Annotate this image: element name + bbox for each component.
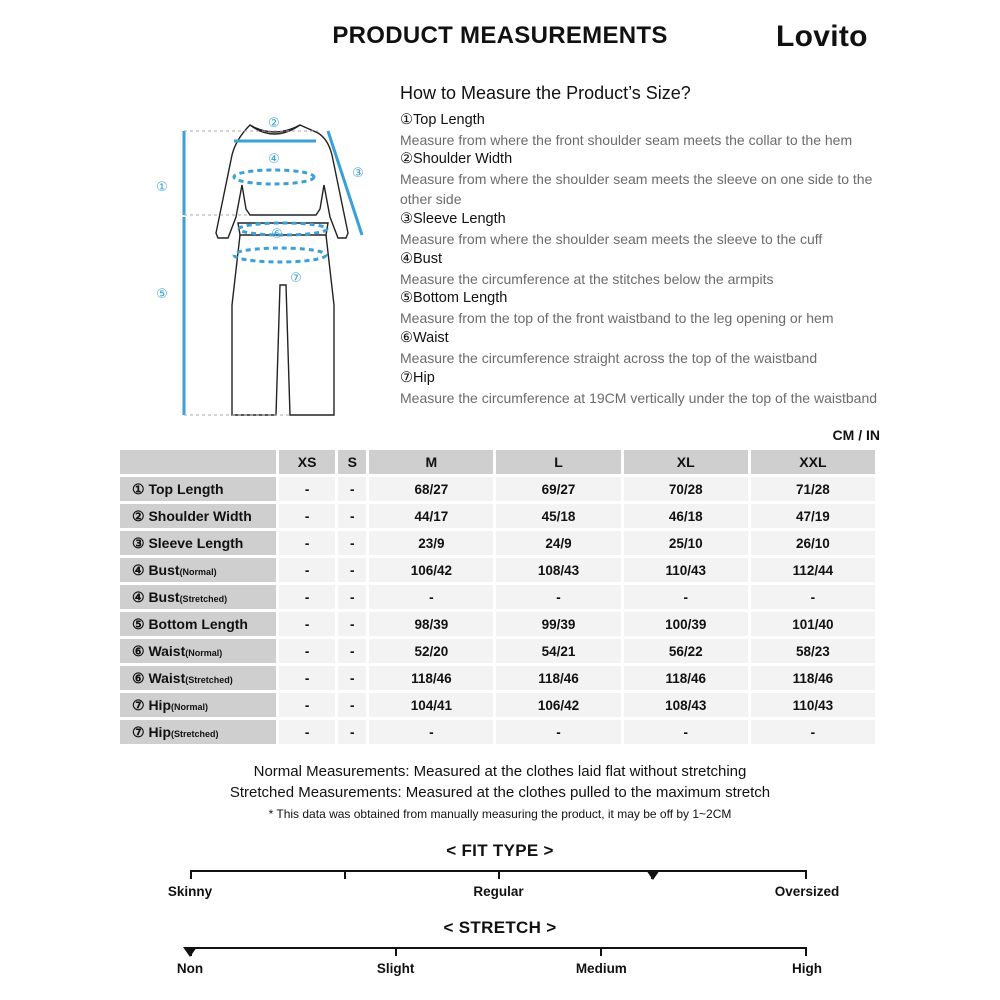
table-cell: 46/18 [624, 504, 748, 528]
scale-tick [498, 870, 500, 879]
stretch-scale [176, 947, 822, 987]
table-row [120, 504, 875, 528]
row-label-text: ⑥ Waist [132, 669, 186, 686]
fit-type-title: < FIT TYPE > [446, 841, 554, 860]
table-cell: - [338, 504, 366, 528]
scale-tick [805, 870, 807, 879]
stretch-title: < STRETCH > [443, 918, 557, 937]
guide-item [400, 250, 880, 289]
scale-tick [395, 947, 397, 956]
table-cell: 108/43 [496, 558, 620, 582]
table-cell: - [369, 585, 493, 609]
guide-item [400, 150, 880, 209]
row-label [120, 477, 276, 501]
scale-tick [344, 870, 346, 879]
row-label-qualifier: (Normal) [171, 701, 209, 712]
normal-note: Normal Measurements: Measured at the clothes laid flat without stretching [253, 763, 747, 780]
table-cell: - [751, 720, 875, 744]
guide-item-desc: Measure the circumference at 19CM vertically under the top of the waistband [400, 390, 878, 406]
table-cell: 98/39 [369, 612, 493, 636]
table-cell: 54/21 [496, 639, 620, 663]
scale-line [190, 947, 807, 949]
table-cell: 69/27 [496, 477, 620, 501]
table-row [120, 531, 875, 555]
table-cell: 47/19 [751, 504, 875, 528]
table-row [120, 585, 875, 609]
row-label-text: ② Shoulder Width [132, 507, 252, 524]
table-cell: - [338, 693, 366, 717]
size-header: L [496, 450, 620, 474]
table-cell: - [369, 720, 493, 744]
scale-label: Skinny [167, 884, 213, 899]
table-cell: 71/28 [751, 477, 875, 501]
marker-1: ① [156, 180, 168, 195]
table-cell: - [279, 531, 335, 555]
scale-label: Slight [376, 961, 415, 976]
table-cell: 24/9 [496, 531, 620, 555]
table-cell: - [279, 558, 335, 582]
bust-ellipse [234, 170, 314, 184]
table-row [120, 666, 875, 690]
table-cell: 101/40 [751, 612, 875, 636]
guide-item [400, 329, 880, 368]
table-cell: 110/43 [624, 558, 748, 582]
fit-type-scale [167, 870, 840, 910]
size-header: XL [624, 450, 748, 474]
guide-item [400, 369, 880, 408]
table-cell: - [624, 585, 748, 609]
row-label [120, 558, 276, 582]
table-cell: - [338, 639, 366, 663]
marker-7: ⑦ [290, 271, 302, 286]
table-cell: - [338, 558, 366, 582]
row-label-text: ① Top Length [132, 480, 224, 497]
table-cell: - [751, 585, 875, 609]
row-label [120, 720, 276, 744]
table-cell: 52/20 [369, 639, 493, 663]
table-cell: 45/18 [496, 504, 620, 528]
row-label-text: ④ Bust [132, 588, 180, 605]
scale-label: Medium [575, 961, 627, 976]
scale-tick [805, 947, 807, 956]
scale-tick [600, 947, 602, 956]
row-label [120, 639, 276, 663]
table-cell: - [338, 612, 366, 636]
guide-title: How to Measure the Product’s Size? [400, 83, 691, 103]
row-label-text: ④ Bust [132, 561, 180, 578]
table-cell: - [279, 693, 335, 717]
marker-6: ⑥ [271, 227, 283, 242]
table-cell: 104/41 [369, 693, 493, 717]
scale-label: Regular [473, 884, 524, 899]
table-cell: 118/46 [624, 666, 748, 690]
table-cell: 118/46 [496, 666, 620, 690]
table-cell: - [624, 720, 748, 744]
row-label [120, 612, 276, 636]
row-label-qualifier: (Normal) [179, 566, 217, 577]
guide-item-desc: Measure from where the front shoulder seam meets the collar to the hem [400, 132, 853, 148]
guide-item [400, 210, 880, 249]
table-cell: - [279, 639, 335, 663]
guide-item [400, 289, 880, 328]
table-cell: 44/17 [369, 504, 493, 528]
marker-3: ③ [352, 166, 364, 181]
guide-item-name: ⑤Bottom Length [400, 290, 508, 306]
table-cell: 58/23 [751, 639, 875, 663]
table-cell: - [338, 531, 366, 555]
table-row [120, 477, 875, 501]
scale-indicator [183, 947, 197, 957]
row-label-qualifier: (Stretched) [171, 728, 219, 739]
size-header: M [369, 450, 493, 474]
table-cell: - [496, 585, 620, 609]
row-label-qualifier: (Stretched) [179, 593, 228, 604]
table-cell: - [279, 720, 335, 744]
table-cell: - [279, 612, 335, 636]
table-row [120, 639, 875, 663]
guide-item-name: ⑦Hip [400, 370, 435, 386]
guide-item [400, 111, 880, 150]
table-cell: - [338, 585, 366, 609]
stretched-note: Stretched Measurements: Measured at the clothes pulled to the maximum stretch [229, 784, 771, 801]
table-cell: - [338, 477, 366, 501]
row-label-text: ⑦ Hip [132, 696, 171, 713]
table-cell: - [496, 720, 620, 744]
table-cell: 26/10 [751, 531, 875, 555]
table-header-row [120, 450, 875, 474]
table-cell: 106/42 [369, 558, 493, 582]
table-cell: 23/9 [369, 531, 493, 555]
table-cell: 70/28 [624, 477, 748, 501]
marker-4: ④ [268, 152, 280, 167]
row-label-text: ⑥ Waist [132, 642, 186, 659]
table-cell: - [279, 666, 335, 690]
table-cell: 99/39 [496, 612, 620, 636]
scale-label: High [792, 961, 822, 976]
waist-ellipse [239, 223, 327, 235]
scale-label: Non [176, 961, 204, 976]
row-label [120, 693, 276, 717]
size-header: S [338, 450, 366, 474]
marker-5: ⑤ [156, 287, 168, 302]
table-cell: - [279, 585, 335, 609]
table-cell: 68/27 [369, 477, 493, 501]
table-row [120, 612, 875, 636]
table-cell: 100/39 [624, 612, 748, 636]
scale-indicator [646, 870, 660, 880]
guide-item-desc: Measure from where the shoulder seam meets the sleeve on one side to the other side [400, 171, 873, 207]
garment-diagram [140, 105, 380, 425]
size-table [117, 447, 878, 747]
unit-label: CM / IN [832, 427, 880, 443]
table-cell: - [279, 504, 335, 528]
jumpsuit-outline [216, 125, 348, 415]
guide-item-desc: Measure from the top of the front waistband to the leg opening or hem [400, 310, 834, 326]
guide-item-name: ②Shoulder Width [400, 151, 513, 167]
table-row [120, 558, 875, 582]
size-header: XXL [751, 450, 875, 474]
brand-logo: Lovito [776, 20, 868, 53]
row-label-qualifier: (Normal) [185, 647, 223, 658]
table-cell: 118/46 [751, 666, 875, 690]
row-label [120, 585, 276, 609]
table-corner [120, 450, 276, 474]
size-header: XS [279, 450, 335, 474]
page-title: PRODUCT MEASUREMENTS [332, 22, 668, 49]
table-cell: 56/22 [624, 639, 748, 663]
guide-item-desc: Measure the circumference at the stitches below the armpits [400, 271, 774, 287]
row-label-text: ③ Sleeve Length [132, 534, 244, 551]
table-cell: 25/10 [624, 531, 748, 555]
table-row [120, 720, 875, 744]
table-cell: 108/43 [624, 693, 748, 717]
guide-item-name: ①Top Length [400, 112, 485, 128]
table-cell: 112/44 [751, 558, 875, 582]
row-label [120, 531, 276, 555]
table-cell: - [338, 720, 366, 744]
row-label-text: ⑤ Bottom Length [132, 615, 248, 632]
table-cell: 110/43 [751, 693, 875, 717]
row-label [120, 504, 276, 528]
table-cell: 118/46 [369, 666, 493, 690]
row-label-text: ⑦ Hip [132, 723, 171, 740]
scale-tick [190, 870, 192, 879]
row-label-qualifier: (Stretched) [185, 674, 233, 685]
guide-item-name: ④Bust [400, 251, 443, 267]
table-cell: - [338, 666, 366, 690]
guide-item-desc: Measure from where the shoulder seam meets the sleeve to the cuff [400, 231, 823, 247]
table-cell: 106/42 [496, 693, 620, 717]
guide-item-desc: Measure the circumference straight across the top of the waistband [400, 350, 818, 366]
guide-item-name: ⑥Waist [400, 330, 449, 346]
table-row [120, 693, 875, 717]
table-cell: - [279, 477, 335, 501]
disclaimer: * This data was obtained from manually measuring the product, it may be off by 1~2CM [268, 807, 732, 821]
scale-label: Oversized [774, 884, 840, 899]
row-label [120, 666, 276, 690]
guide-item-name: ③Sleeve Length [400, 211, 506, 227]
hip-ellipse [234, 248, 326, 262]
marker-2: ② [268, 116, 280, 131]
